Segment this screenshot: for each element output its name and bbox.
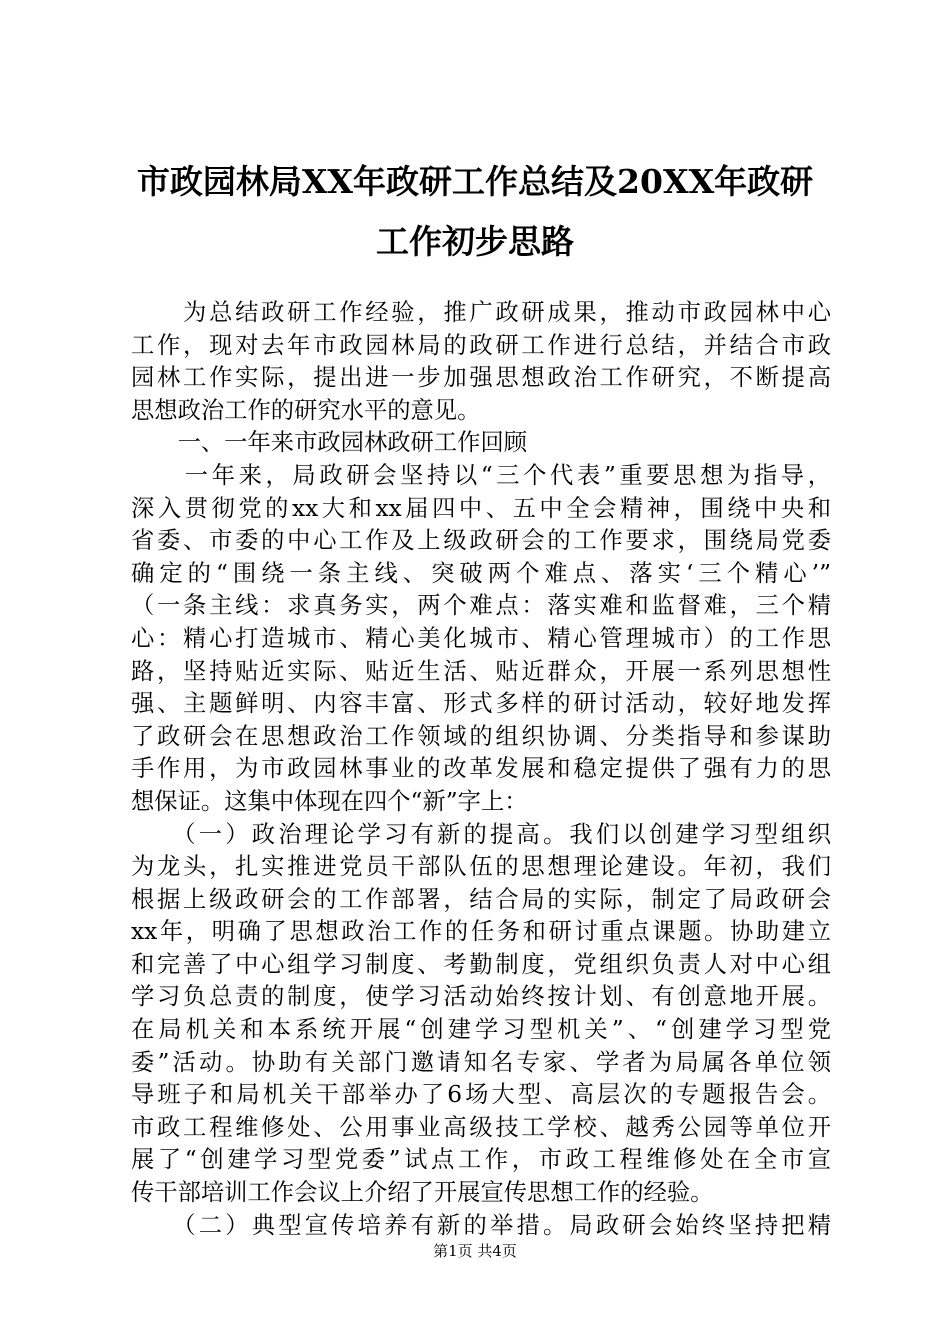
body-line: 了政研会在思想政治工作领域的组织协调、分类指导和参谋助 [131, 722, 831, 750]
body-line: 学习负总责的制度，使学习活动始终按计划、有创意地开展。 [131, 983, 831, 1011]
body-line: 在局机关和本系统开展“创建学习型机关”、“创建学习型党 [131, 1016, 831, 1044]
body-line: 省委、市委的中心工作及上级政研会的工作要求，围绕局党委 [131, 527, 831, 555]
document-body [131, 297, 831, 1242]
document-title-line-1: 市政园林局XX年政研工作总结及20XX年政研 [136, 162, 814, 201]
body-line: 园林工作实际，提出进一步加强思想政治工作研究，不断提高 [131, 364, 831, 392]
body-line: 一、一年来市政园林政研工作回顾 [131, 429, 528, 457]
page-footer: 第1页 共4页 [433, 1242, 517, 1260]
body-line: 展了“创建学习型党委”试点工作，市政工程维修处在全市宣 [131, 1146, 831, 1174]
body-line: 和完善了中心组学习制度、考勤制度，党组织负责人对中心组 [131, 950, 831, 978]
body-line: 委”活动。协助有关部门邀请知名专家、学者为局属各单位领 [131, 1048, 831, 1076]
body-line: 思想政治工作的研究水平的意见。 [131, 396, 481, 424]
body-line: 根据上级政研会的工作部署，结合局的实际，制定了局政研会 [131, 885, 831, 913]
body-line: （一）政治理论学习有新的提高。我们以创建学习型组织 [131, 820, 831, 848]
body-line: 强、主题鲜明、内容丰富、形式多样的研讨活动，较好地发挥 [131, 690, 831, 718]
body-line: 深入贯彻党的xx大和xx届四中、五中全会精神，围绕中央和 [131, 494, 831, 522]
body-line: 导班子和局机关干部举办了6场大型、高层次的专题报告会。 [131, 1081, 831, 1109]
body-line: 为龙头，扎实推进党员干部队伍的思想理论建设。年初，我们 [131, 853, 831, 881]
body-line: 心：精心打造城市、精心美化城市、精心管理城市）的工作思 [131, 624, 831, 652]
body-line: 一年来，局政研会坚持以“三个代表”重要思想为指导， [131, 461, 831, 489]
body-line: （一条主线：求真务实，两个难点：落实难和监督难，三个精 [131, 592, 831, 620]
body-line: 市政工程维修处、公用事业高级技工学校、越秀公园等单位开 [131, 1113, 831, 1141]
body-line: 想保证。这集中体现在四个“新”字上： [131, 787, 528, 815]
body-line: 路，坚持贴近实际、贴近生活、贴近群众，开展一系列思想性 [131, 657, 831, 685]
body-line: xx年，明确了思想政治工作的任务和研讨重点课题。协助建立 [131, 918, 831, 946]
body-line: 为总结政研工作经验，推广政研成果，推动市政园林中心 [131, 299, 831, 326]
body-line: 工作，现对去年市政园林局的政研工作进行总结，并结合市政 [131, 331, 831, 359]
document-title-line-2: 工作初步思路 [376, 222, 574, 261]
body-line: （二）典型宣传培养有新的举措。局政研会始终坚持把精 [131, 1211, 831, 1239]
body-line: 传干部培训工作会议上介绍了开展宣传思想工作的经验。 [131, 1179, 714, 1207]
body-line: 确定的“围绕一条主线、突破两个难点、落实‘三个精心’” [131, 559, 831, 587]
body-line: 手作用，为市政园林事业的改革发展和稳定提供了强有力的思 [131, 755, 831, 783]
